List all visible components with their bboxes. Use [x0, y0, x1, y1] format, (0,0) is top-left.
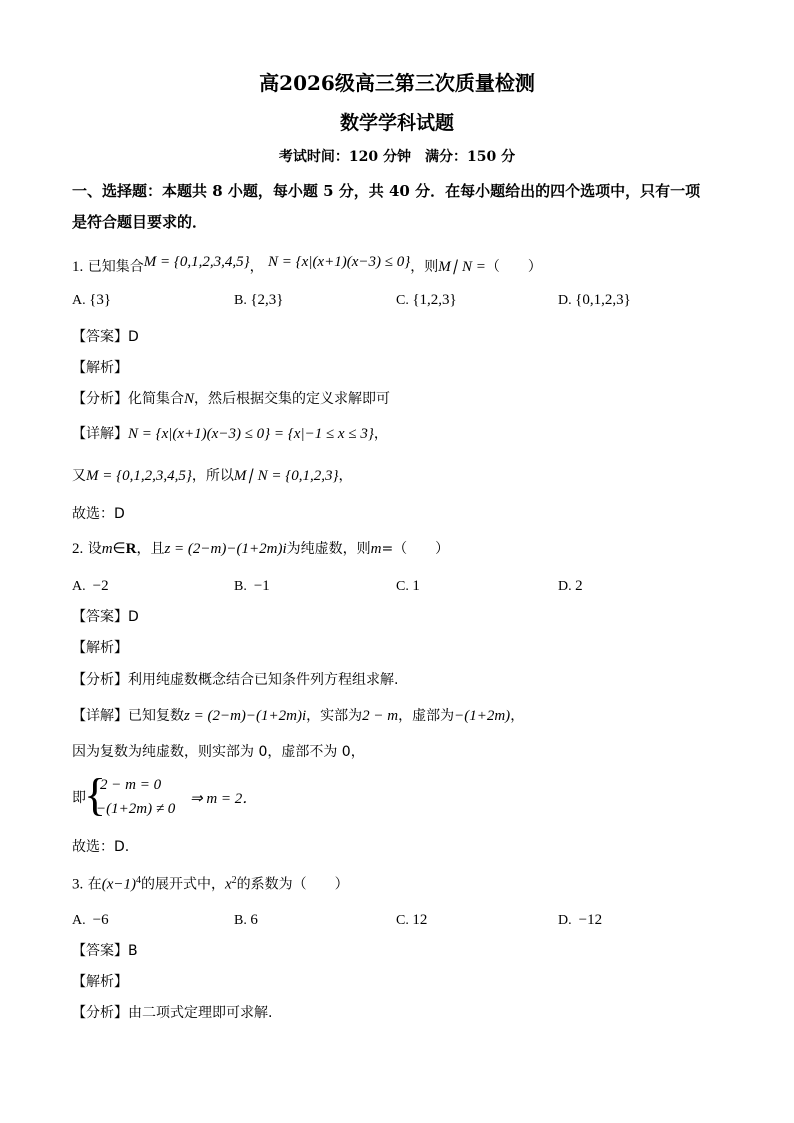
- question-number: 3.: [72, 876, 84, 893]
- xiangjie-tag: 【详解】: [72, 426, 128, 442]
- conclusion: 故选：D.: [72, 839, 130, 855]
- answer-value: D: [128, 609, 139, 625]
- solution-text: 又: [72, 468, 86, 484]
- option-label: A.: [72, 293, 86, 308]
- answer-line: [72, 944, 138, 958]
- stem-text: ，且: [136, 541, 165, 557]
- option-text: {2,3}: [250, 292, 284, 308]
- fenxi-line: [72, 673, 398, 687]
- solution-line-2: 因为复数为纯虚数，则实部为 0，虚部不为 0，: [72, 744, 365, 760]
- section-heading-line2: 是符合题目要求的．: [72, 213, 208, 231]
- analysis-tag: 【解析】: [72, 974, 128, 990]
- option-b[interactable]: [234, 913, 258, 928]
- option-c[interactable]: [396, 579, 420, 594]
- answer-line: [72, 610, 139, 624]
- option-text: 2: [575, 578, 583, 594]
- question-2-stem: [72, 542, 449, 557]
- intersection-expr: M∣ N =: [438, 259, 486, 275]
- option-text: −2: [92, 578, 109, 594]
- solution-text: ，虚部为: [398, 708, 455, 724]
- stem-text: ，则: [410, 259, 439, 275]
- conclusion: 故选：D: [72, 506, 125, 522]
- exponent: 4: [135, 875, 141, 886]
- answer-tag: 【答案】: [72, 943, 128, 959]
- set-expression: M∣ N = {0,1,2,3}: [233, 468, 339, 484]
- fenxi-tag: 【分析】: [72, 391, 128, 407]
- xiangjie-tag: 【详解】: [72, 708, 128, 724]
- option-text: −6: [92, 912, 109, 928]
- fenxi-text: 化简集合: [128, 391, 184, 407]
- set-m-definition: M = {0,1,2,3,4,5}: [143, 254, 250, 270]
- option-text: −1: [253, 578, 270, 594]
- option-c[interactable]: [396, 913, 427, 928]
- option-label: C.: [396, 579, 409, 594]
- option-text: −12: [578, 912, 603, 928]
- binomial-expr: (x−1): [101, 876, 136, 893]
- option-c[interactable]: [396, 293, 457, 308]
- option-label: A.: [72, 579, 86, 594]
- xiangjie-line: [72, 709, 524, 724]
- left-brace-icon: {: [84, 769, 107, 820]
- fenxi-text: 由二项式定理即可求解.: [128, 1005, 273, 1021]
- option-label: C.: [396, 293, 409, 308]
- time-info: 考试时间：120 分钟 满分：150 分: [278, 149, 516, 165]
- stem-text: 设: [87, 541, 102, 557]
- answer-tag: 【答案】: [72, 329, 128, 345]
- option-b[interactable]: [234, 579, 270, 594]
- stem-text: 的展开式中，: [140, 876, 225, 893]
- var-x: x: [224, 876, 232, 893]
- answer-value: D: [128, 329, 139, 345]
- question-3-stem: [72, 876, 349, 893]
- system-result: [190, 792, 257, 807]
- question-1-stem: [72, 254, 542, 275]
- punct: ，: [249, 259, 264, 275]
- var-m: m: [370, 541, 382, 557]
- solution-text: 已知复数: [128, 708, 184, 724]
- option-label: B.: [234, 293, 247, 308]
- set-n: N: [184, 391, 195, 407]
- fenxi-line: [72, 1006, 272, 1020]
- system-prefix: 即: [72, 790, 86, 806]
- answer-line: [72, 330, 139, 344]
- fenxi-text: 利用纯虚数概念结合已知条件列方程组求解.: [128, 672, 399, 688]
- system-eq-2: −(1+2m) ≠ 0: [96, 801, 176, 817]
- punct: ，: [510, 708, 525, 724]
- complex-expression: z = (2−m)−(1+2m)i: [184, 708, 307, 724]
- punct: ．: [242, 791, 258, 807]
- option-label: C.: [396, 913, 409, 928]
- option-label: D.: [558, 579, 572, 594]
- set-expression: N = {x|(x+1)(x−3) ≤ 0} = {x|−1 ≤ x ≤ 3}: [128, 426, 374, 442]
- set-expression: M = {0,1,2,3,4,5}: [86, 468, 192, 484]
- solution-text: ，所以: [191, 468, 234, 484]
- question-number: 1.: [72, 259, 84, 275]
- stem-text: 在: [87, 876, 102, 893]
- fenxi-line: [72, 392, 390, 407]
- system-eq-1: 2 − m = 0: [100, 777, 162, 793]
- var-m: m: [101, 541, 113, 557]
- answer-value: B: [128, 943, 138, 959]
- punct: ，: [373, 426, 388, 442]
- xiangjie-line: [72, 427, 388, 442]
- punct: ，: [338, 468, 353, 484]
- result-expr: ⇒ m = 2: [190, 791, 243, 807]
- option-a[interactable]: [72, 913, 109, 928]
- option-a[interactable]: [72, 293, 111, 308]
- exponent: 2: [231, 875, 237, 886]
- option-text: {1,2,3}: [412, 292, 457, 308]
- element-of: ∈: [112, 541, 126, 557]
- exam-title: 高2026级高三第三次质量检测: [259, 71, 535, 95]
- option-a[interactable]: [72, 579, 109, 594]
- option-b[interactable]: [234, 293, 284, 308]
- option-text: {3}: [89, 292, 112, 308]
- fenxi-text: ，然后根据交集的定义求解即可: [194, 391, 391, 407]
- option-label: B.: [234, 579, 247, 594]
- subject-title: 数学学科试题: [339, 112, 454, 134]
- real-set: R: [125, 541, 137, 557]
- option-label: D.: [558, 293, 572, 308]
- question-number: 2.: [72, 541, 84, 557]
- real-part: 2 − m: [362, 708, 399, 724]
- option-d[interactable]: [558, 293, 631, 308]
- option-text: 12: [412, 912, 428, 928]
- complex-expression: z = (2−m)−(1+2m)i: [164, 541, 287, 557]
- imag-part: −(1+2m): [454, 708, 511, 724]
- stem-text: =（ ）: [381, 541, 450, 557]
- option-text: 6: [250, 912, 258, 928]
- answer-tag: 【答案】: [72, 609, 128, 625]
- option-label: D.: [558, 913, 572, 928]
- option-d[interactable]: [558, 579, 583, 594]
- answer-paren: （ ）: [485, 259, 542, 275]
- fenxi-tag: 【分析】: [72, 1005, 128, 1021]
- option-d[interactable]: [558, 913, 602, 928]
- option-text: {0,1,2,3}: [575, 292, 631, 308]
- stem-text: 已知集合: [87, 259, 144, 275]
- option-label: B.: [234, 913, 247, 928]
- analysis-tag: 【解析】: [72, 360, 128, 376]
- stem-text: 的系数为（ ）: [236, 876, 349, 893]
- fenxi-tag: 【分析】: [72, 672, 128, 688]
- option-text: 1: [412, 578, 420, 594]
- solution-text: ，实部为: [306, 708, 363, 724]
- analysis-tag: 【解析】: [72, 640, 128, 656]
- stem-text: 为纯虚数，则: [286, 541, 371, 557]
- option-label: A.: [72, 913, 86, 928]
- set-n-definition: N = {x|(x+1)(x−3) ≤ 0}: [268, 254, 411, 270]
- solution-line-2: [72, 469, 353, 484]
- section-heading-line1: 一、选择题：本题共 8 小题，每小题 5 分，共 40 分．在每小题给出的四个选项中，只有一项: [72, 182, 701, 200]
